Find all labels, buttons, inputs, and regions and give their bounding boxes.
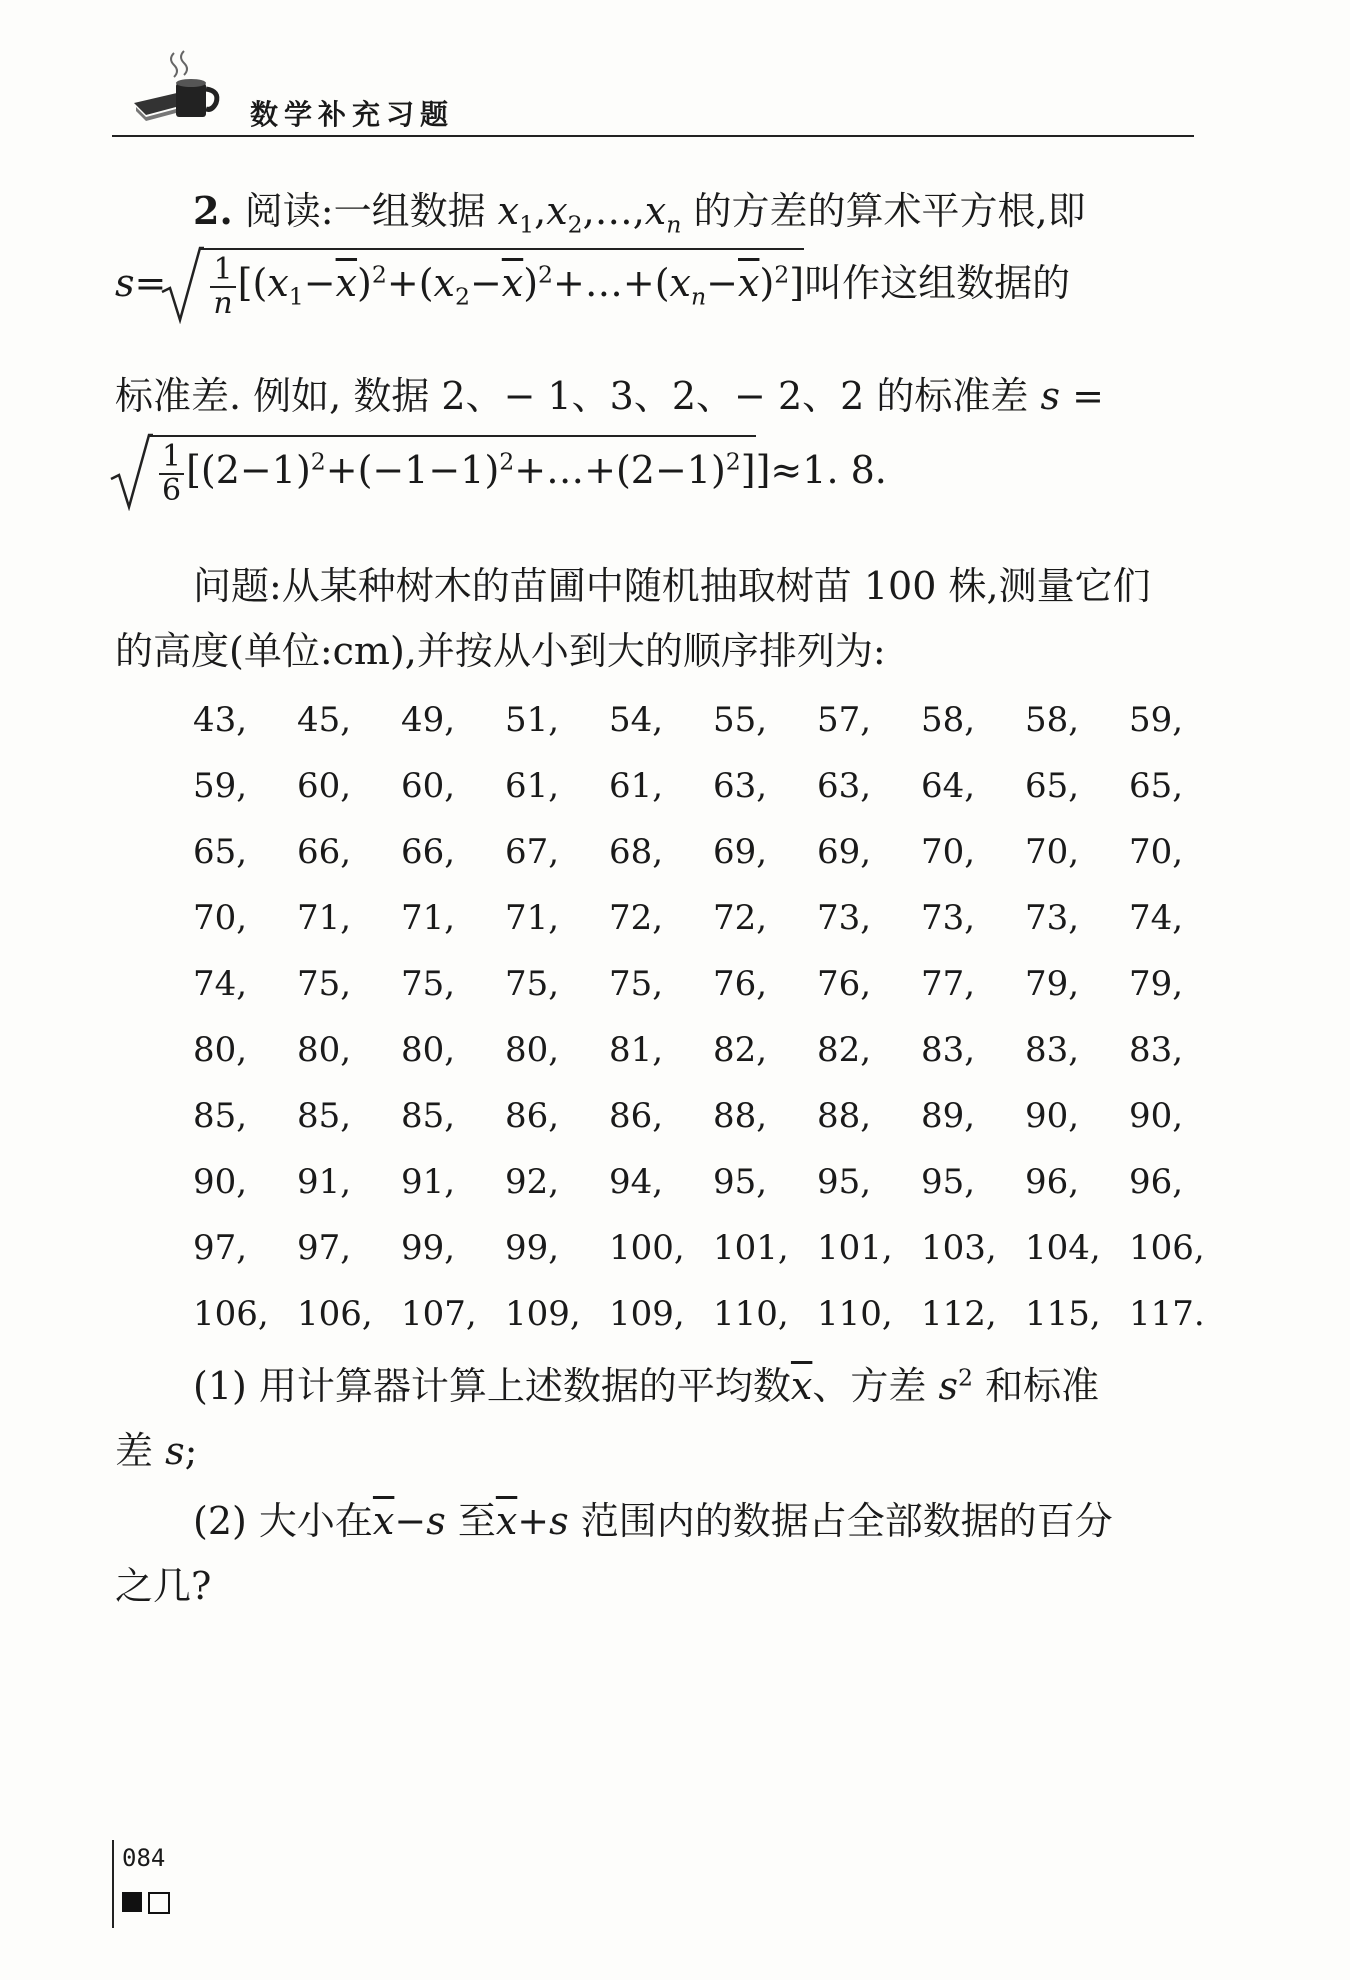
text-segment: ) [357, 261, 372, 305]
data-cell: 85, [297, 1096, 352, 1136]
data-cell: 97, [193, 1228, 248, 1268]
data-cell: 72, [713, 898, 768, 938]
std-formula [115, 248, 1070, 319]
superscript: 2 [538, 260, 554, 289]
data-cell: 73, [1025, 898, 1080, 938]
question-line-1: 问题:从某种树木的苗圃中随机抽取树苗 100 株,测量它们 [193, 564, 1151, 608]
data-cell: 83, [921, 1030, 976, 1070]
example-formula [115, 435, 887, 506]
text-segment: 和标准 [985, 1364, 1100, 1408]
data-cell: 70, [193, 898, 248, 938]
mean-var: $\overline{x}$ [335, 261, 358, 305]
subquestion-2 [193, 1490, 1113, 1545]
header-title: 数学补充习题 [250, 98, 455, 131]
superscript: 2 [371, 260, 387, 289]
data-cell: 109, [505, 1294, 581, 1334]
data-cell: 106, [1129, 1228, 1205, 1268]
data-cell: 59, [1129, 700, 1184, 740]
data-row [193, 700, 1193, 760]
data-cell: 117. [1129, 1294, 1205, 1334]
fraction-numerator: 1 [210, 254, 235, 288]
text-segment: ( [654, 261, 670, 305]
data-cell: 95, [921, 1162, 976, 1202]
data-cell: 74, [193, 964, 248, 1004]
superscript: 2 [310, 447, 326, 476]
math-var: x [546, 189, 568, 233]
text-segment: ( [418, 261, 434, 305]
subquestion-1-line-2 [115, 1420, 197, 1475]
data-cell: 59, [193, 766, 248, 806]
math-var: x [497, 189, 520, 233]
book-and-mug-icon [132, 45, 237, 130]
text-segment: +…+ [553, 261, 655, 305]
data-cell: 89, [921, 1096, 976, 1136]
data-cell: 72, [609, 898, 664, 938]
data-cell: 79, [1129, 964, 1184, 1004]
data-cell: 65, [1025, 766, 1080, 806]
data-cell: 61, [609, 766, 664, 806]
data-cell: 95, [713, 1162, 768, 1202]
text-segment: [( [237, 261, 268, 305]
data-cell: 75, [297, 964, 352, 1004]
data-cell: 43, [193, 700, 248, 740]
data-cell: 85, [193, 1096, 248, 1136]
text-segment: 、方差 [812, 1364, 927, 1408]
superscript: 2 [725, 447, 741, 476]
text-segment: 标准差. 例如, 数据 2、− 1、3、2、− 2、2 的标准差 [115, 374, 1029, 418]
text-segment: 叫作这组数据的 [804, 261, 1071, 305]
data-cell: 64, [921, 766, 976, 806]
data-cell: 83, [1025, 1030, 1080, 1070]
data-cell: 106, [193, 1294, 269, 1334]
empty-square-icon [148, 1892, 170, 1914]
data-cell: 82, [713, 1030, 768, 1070]
data-cell: 115, [1025, 1294, 1101, 1334]
superscript: 2 [499, 447, 515, 476]
subscript: n [666, 210, 682, 239]
data-cell: 82, [817, 1030, 872, 1070]
subquestion-1 [193, 1355, 1099, 1410]
data-cell: 103, [921, 1228, 997, 1268]
data-row [193, 964, 1193, 1024]
data-cell: 70, [1025, 832, 1080, 872]
sqrt-radical [200, 248, 804, 319]
data-cell: 75, [401, 964, 456, 1004]
data-cell: 107, [401, 1294, 477, 1334]
page-number: 084 [122, 1844, 166, 1872]
mean-var: $\overline{x}$ [501, 261, 524, 305]
data-row [193, 898, 1193, 958]
data-cell: 71, [297, 898, 352, 938]
text-segment: + [386, 261, 419, 305]
data-cell: 66, [297, 832, 352, 872]
data-row [193, 1228, 1205, 1288]
mean-var: $\overline{x}$ [372, 1499, 395, 1543]
question-line-2: 的高度(单位:cm),并按从小到大的顺序排列为: [115, 629, 886, 673]
data-cell: 70, [1129, 832, 1184, 872]
data-cell: 76, [817, 964, 872, 1004]
data-cell: 81, [609, 1030, 664, 1070]
header-rule [112, 135, 1194, 137]
data-cell: 96, [1129, 1162, 1184, 1202]
text-segment: = [1072, 374, 1104, 418]
text-segment: − [394, 1499, 427, 1543]
data-cell: 83, [1129, 1030, 1184, 1070]
data-cell: 99, [401, 1228, 456, 1268]
data-cell: 80, [401, 1030, 456, 1070]
text-segment: 范围内的数据占全部数据的百分 [580, 1499, 1113, 1543]
data-cell: 88, [713, 1096, 768, 1136]
data-cell: 95, [817, 1162, 872, 1202]
data-cell: 100, [609, 1228, 685, 1268]
text-segment: +…+(2−1) [514, 448, 726, 492]
data-cell: 60, [401, 766, 456, 806]
math-var: x [669, 261, 691, 305]
data-cell: 54, [609, 700, 664, 740]
page-footer [112, 1840, 232, 1940]
text-segment: , [534, 189, 547, 233]
data-cell: 91, [297, 1162, 352, 1202]
data-cell: 63, [817, 766, 872, 806]
subscript: 1 [519, 210, 535, 239]
fraction-numerator: 1 [159, 441, 184, 475]
mean-var: $\overline{x}$ [790, 1364, 813, 1408]
data-cell: 110, [713, 1294, 789, 1334]
data-cell: 58, [1025, 700, 1080, 740]
text-segment: ]≈1. 8. [755, 448, 887, 492]
subscript: n [690, 282, 707, 311]
fraction-1-over-6 [159, 441, 184, 506]
data-cell: 75, [609, 964, 664, 1004]
data-cell: 60, [297, 766, 352, 806]
math-var: s [165, 1429, 185, 1473]
data-cell: 112, [921, 1294, 997, 1334]
footer-rule [112, 1840, 114, 1928]
data-cell: 76, [713, 964, 768, 1004]
data-cell: 109, [609, 1294, 685, 1334]
data-cell: 71, [505, 898, 560, 938]
math-var: x [433, 261, 455, 305]
text-segment: [(2−1) [186, 448, 311, 492]
data-row [193, 832, 1193, 892]
data-cell: 99, [505, 1228, 560, 1268]
radical-sign-icon [109, 433, 153, 511]
superscript: 2 [774, 260, 790, 289]
data-cell: 90, [193, 1162, 248, 1202]
math-var: s [1040, 374, 1060, 418]
text-segment: + [517, 1499, 550, 1543]
data-cell: 74, [1129, 898, 1184, 938]
problem-number: 2. [193, 188, 233, 233]
data-cell: 58, [921, 700, 976, 740]
data-row [193, 766, 1193, 826]
data-cell: 101, [817, 1228, 893, 1268]
data-cell: 92, [505, 1162, 560, 1202]
data-cell: 85, [401, 1096, 456, 1136]
data-cell: 69, [817, 832, 872, 872]
math-var: s [549, 1499, 569, 1543]
math-var: s [426, 1499, 446, 1543]
text-segment: ; [184, 1429, 198, 1473]
fraction-denominator: 6 [162, 472, 182, 508]
fraction-1-over-n [210, 254, 235, 319]
mean-var: $\overline{x}$ [738, 261, 760, 305]
data-cell: 45, [297, 700, 352, 740]
text-segment: ) [759, 261, 775, 305]
text-segment: (1) 用计算器计算上述数据的平均数 [193, 1364, 791, 1408]
data-cell: 90, [1025, 1096, 1080, 1136]
math-var: s= [115, 261, 167, 305]
data-cell: 80, [505, 1030, 560, 1070]
data-cell: 86, [505, 1096, 560, 1136]
data-cell: 57, [817, 700, 872, 740]
sqrt-radical [149, 435, 756, 506]
data-row [193, 1294, 1205, 1354]
data-row [193, 1096, 1193, 1156]
subscript: 2 [567, 210, 583, 239]
data-cell: 101, [713, 1228, 789, 1268]
text-segment: 至 [457, 1499, 496, 1543]
data-cell: 49, [401, 700, 456, 740]
fraction-denominator: n [213, 285, 233, 321]
text-segment: − [469, 261, 502, 305]
data-row [193, 1030, 1193, 1090]
mean-var: $\overline{x}$ [495, 1499, 518, 1543]
data-cell: 67, [505, 832, 560, 872]
data-cell: 65, [193, 832, 248, 872]
data-cell: 55, [713, 700, 768, 740]
data-cell: 80, [193, 1030, 248, 1070]
data-cell: 91, [401, 1162, 456, 1202]
text-segment: − [706, 261, 738, 305]
data-cell: 73, [817, 898, 872, 938]
data-cell: 88, [817, 1096, 872, 1136]
superscript: 2 [957, 1363, 973, 1392]
data-cell: 96, [1025, 1162, 1080, 1202]
data-cell: 79, [1025, 964, 1080, 1004]
text-segment: (2) 大小在 [193, 1499, 373, 1543]
radical-sign-icon [160, 246, 204, 324]
text-segment: ] [789, 261, 805, 305]
data-cell: 104, [1025, 1228, 1101, 1268]
subquestion-2-line-2: 之几? [115, 1564, 212, 1608]
text-segment: ] [740, 448, 756, 492]
data-cell: 75, [505, 964, 560, 1004]
math-var: x [267, 261, 289, 305]
data-cell: 94, [609, 1162, 664, 1202]
data-cell: 80, [297, 1030, 352, 1070]
data-cell: 70, [921, 832, 976, 872]
problem-line-3 [115, 365, 1104, 420]
data-cell: 66, [401, 832, 456, 872]
text-segment: − [303, 261, 336, 305]
text-segment: 的方差的算术平方根,即 [693, 189, 1086, 233]
data-cell: 110, [817, 1294, 893, 1334]
filled-square-icon [122, 1892, 142, 1912]
text-segment: 阅读:一组数据 [244, 189, 486, 233]
data-cell: 69, [713, 832, 768, 872]
data-cell: 51, [505, 700, 560, 740]
data-row [193, 1162, 1193, 1222]
data-cell: 86, [609, 1096, 664, 1136]
subscript: 1 [288, 282, 304, 311]
math-var: s [938, 1364, 958, 1408]
data-cell: 97, [297, 1228, 352, 1268]
text-segment: ) [523, 261, 539, 305]
data-cell: 71, [401, 898, 456, 938]
data-cell: 106, [297, 1294, 373, 1334]
page-header [112, 45, 1194, 140]
subscript: 2 [454, 282, 470, 311]
problem-line-1 [193, 180, 1086, 239]
data-cell: 61, [505, 766, 560, 806]
text-segment: ,…, [582, 189, 645, 233]
text-segment: 差 [115, 1429, 154, 1473]
data-cell: 90, [1129, 1096, 1184, 1136]
math-var: x [644, 189, 667, 233]
data-cell: 73, [921, 898, 976, 938]
text-segment: +(−1−1) [325, 448, 500, 492]
data-cell: 77, [921, 964, 976, 1004]
data-cell: 65, [1129, 766, 1184, 806]
data-cell: 63, [713, 766, 768, 806]
data-cell: 68, [609, 832, 664, 872]
